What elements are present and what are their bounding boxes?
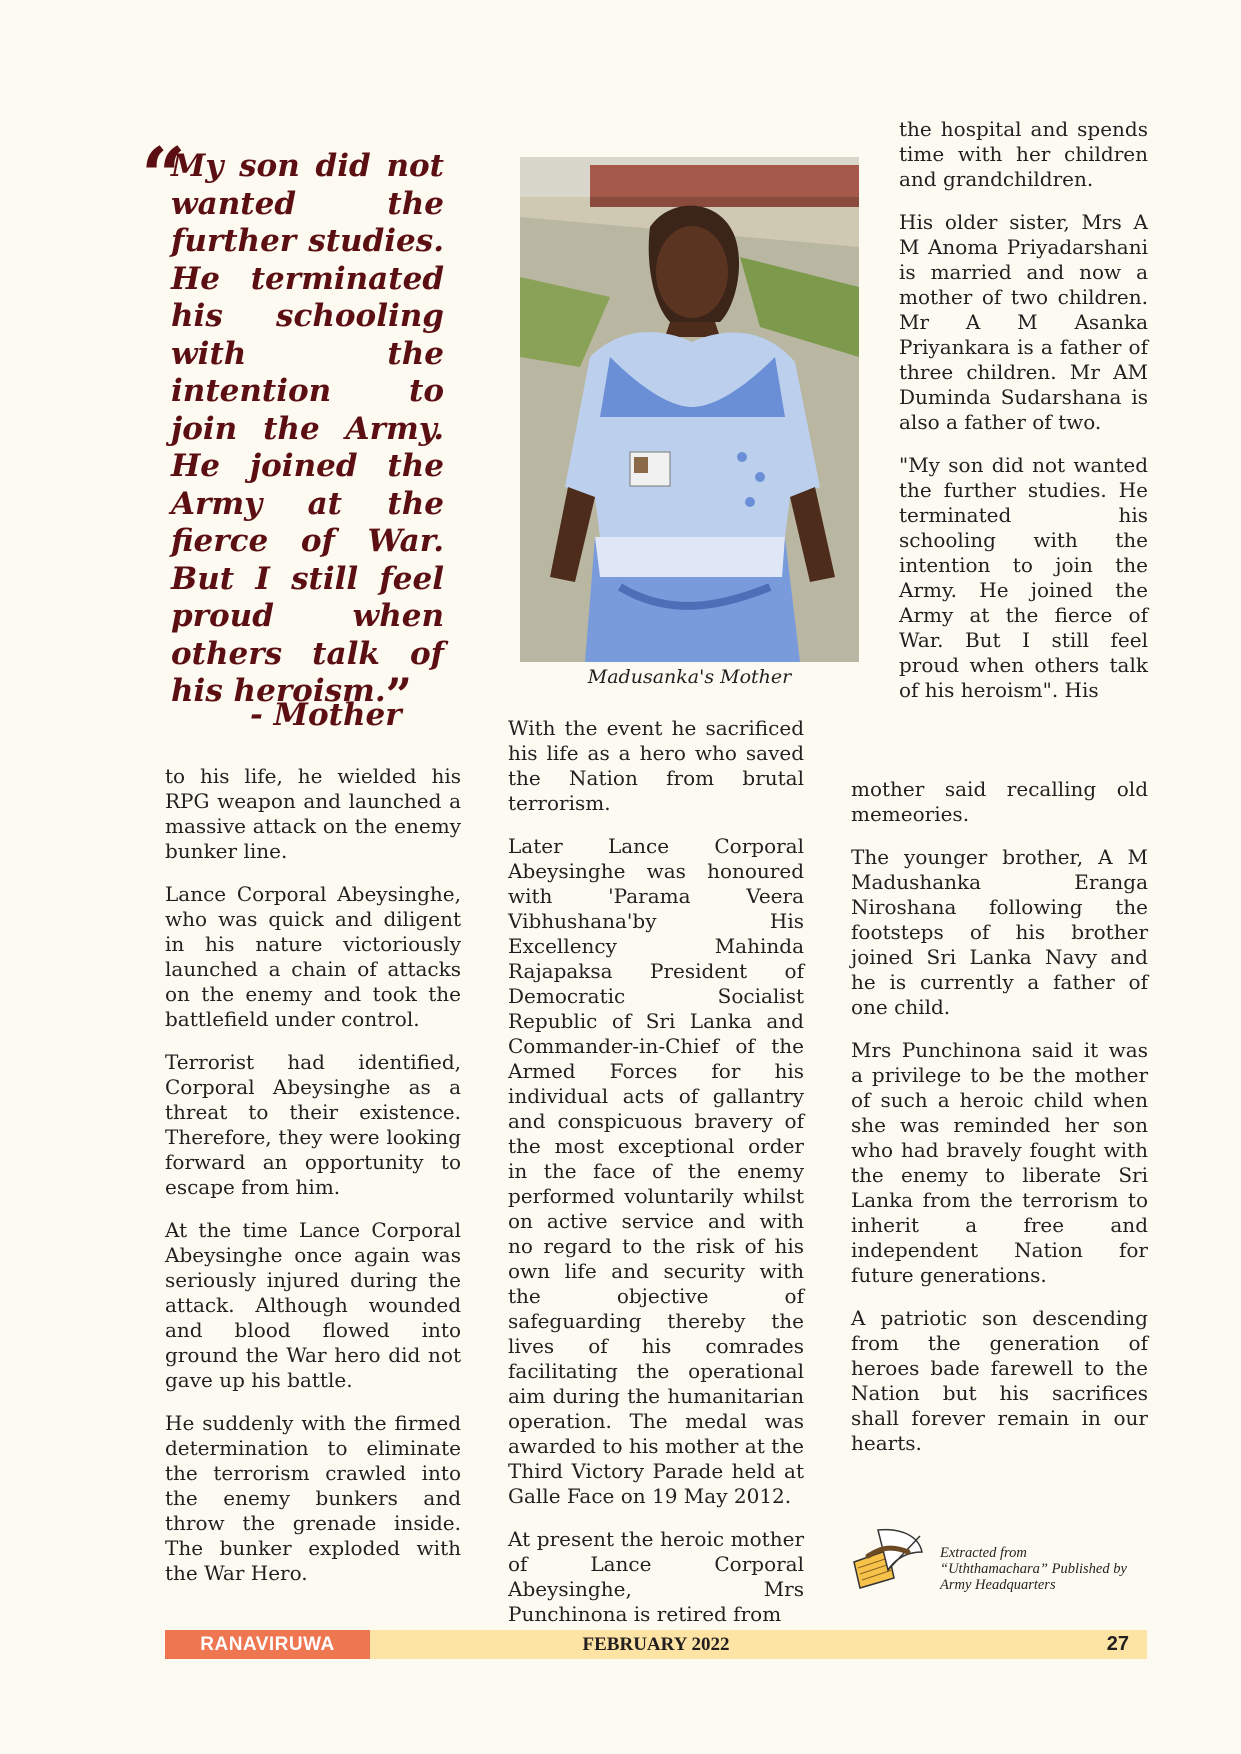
paragraph: Mrs Punchinona said it was a privilege to be the mother of such a heroic child when she was reminded her son who had bravely fought with the enemy to liberate Sri Lanka from the terrorism to inherit a free and independent Nation for future generations. xyxy=(851,1038,1148,1287)
paragraph: Terrorist had identified, Corporal Abeysinghe as a threat to their existence. Therefore, they were looking forward an opportunity to escape from him. xyxy=(165,1050,461,1199)
credit-line: Army Headquarters xyxy=(940,1577,1056,1593)
paragraph: The younger brother, A M Madushanka Eranga Niroshana following the footsteps of his brother joined Sri Lanka Navy and he is currently a father of one child. xyxy=(851,845,1148,1019)
paragraph: His older sister, Mrs A M Anoma Priyadarshani is married and now a mother of two children. Mr A M Asanka Priyankara is a father of three children. Mr AM Duminda Sudarshana is also a father of two. xyxy=(899,210,1148,434)
paragraph: to his life, he wielded his RPG weapon and launched a massive attack on the enemy bunker line. xyxy=(165,764,461,863)
paragraph: mother said recalling old memeories. xyxy=(851,777,1148,826)
paragraph: "My son did not wanted the further studies. He terminated his schooling with the intention to join the Army. He joined the Army at the fierce of War. But I still feel proud when others talk of his heroism". His xyxy=(899,453,1148,702)
pull-quote-body: My son did not wanted the further studies. He terminated his schooling with the intention to join the Army. He joined the Army at the fierce of War. But I still feel proud when others talk of his heroism. xyxy=(171,148,444,709)
magazine-brand: RANAVIRUWA xyxy=(165,1630,370,1659)
paragraph: Later Lance Corporal Abeysinghe was honoured with 'Parama Veera Vibhushana'by His Excellency Mahinda Rajapaksa President of Democratic Socialist Republic of Sri Lanka and Commander-in-Chief of the Armed Forces for his individual acts of gallantry and conspicuous bravery of the most exceptional order in the face of the enemy performed voluntarily whilst on active service and with no regard to the risk of his own life and security with the objective of safeguarding thereby the lives of his comrades facilitating the operational aim during the humanitarian operation. The medal was awarded to his mother at the Third Victory Parade held at Galle Face on 19 May 2012. xyxy=(508,834,804,1508)
credit-line: “Uththamachara” Published by xyxy=(940,1561,1127,1577)
issue-date: FEBRUARY 2022 xyxy=(582,1634,730,1655)
paragraph: Lance Corporal Abeysinghe, who was quick and diligent in his nature victoriously launched a chain of attacks on the enemy and took the battlefield under control. xyxy=(165,882,461,1031)
credit-line: Extracted from xyxy=(940,1545,1027,1561)
paragraph: At present the heroic mother of Lance Corporal Abeysinghe, Mrs Punchinona is retired from xyxy=(508,1527,804,1626)
paragraph: At the time Lance Corporal Abeysinghe once again was seriously injured during the attack. Although wounded and blood flowed into ground the War hero did not gave up his battle. xyxy=(165,1218,461,1392)
close-quote-mark: ” xyxy=(385,668,413,722)
open-quote-mark: “ xyxy=(141,131,186,222)
page-number: 27 xyxy=(1106,1633,1129,1655)
quill-pen-icon xyxy=(848,1522,928,1594)
source-credit xyxy=(940,1545,1162,1593)
article-column-3-bottom xyxy=(851,777,1148,1474)
page-footer xyxy=(165,1630,1147,1659)
quote-attribution: - Mother xyxy=(250,697,402,733)
photo-caption: Madusanka's Mother xyxy=(587,666,792,688)
article-column-2 xyxy=(508,716,804,1645)
paragraph: the hospital and spends time with her children and grandchildren. xyxy=(899,117,1148,191)
article-column-3-top xyxy=(899,117,1148,703)
paragraph: With the event he sacrificed his life as a hero who saved the Nation from brutal terrorism. xyxy=(508,716,804,815)
mother-photo-illustration xyxy=(520,157,859,662)
mother-photo xyxy=(520,157,859,662)
paragraph: A patriotic son descending from the generation of heroes bade farewell to the Nation but his sacrifices shall forever remain in our hearts. xyxy=(851,1306,1148,1455)
paragraph: He suddenly with the firmed determination to eliminate the terrorism crawled into the enemy bunkers and throw the grenade inside. The bunker exploded with the War Hero. xyxy=(165,1411,461,1585)
article-column-1 xyxy=(165,764,461,1604)
